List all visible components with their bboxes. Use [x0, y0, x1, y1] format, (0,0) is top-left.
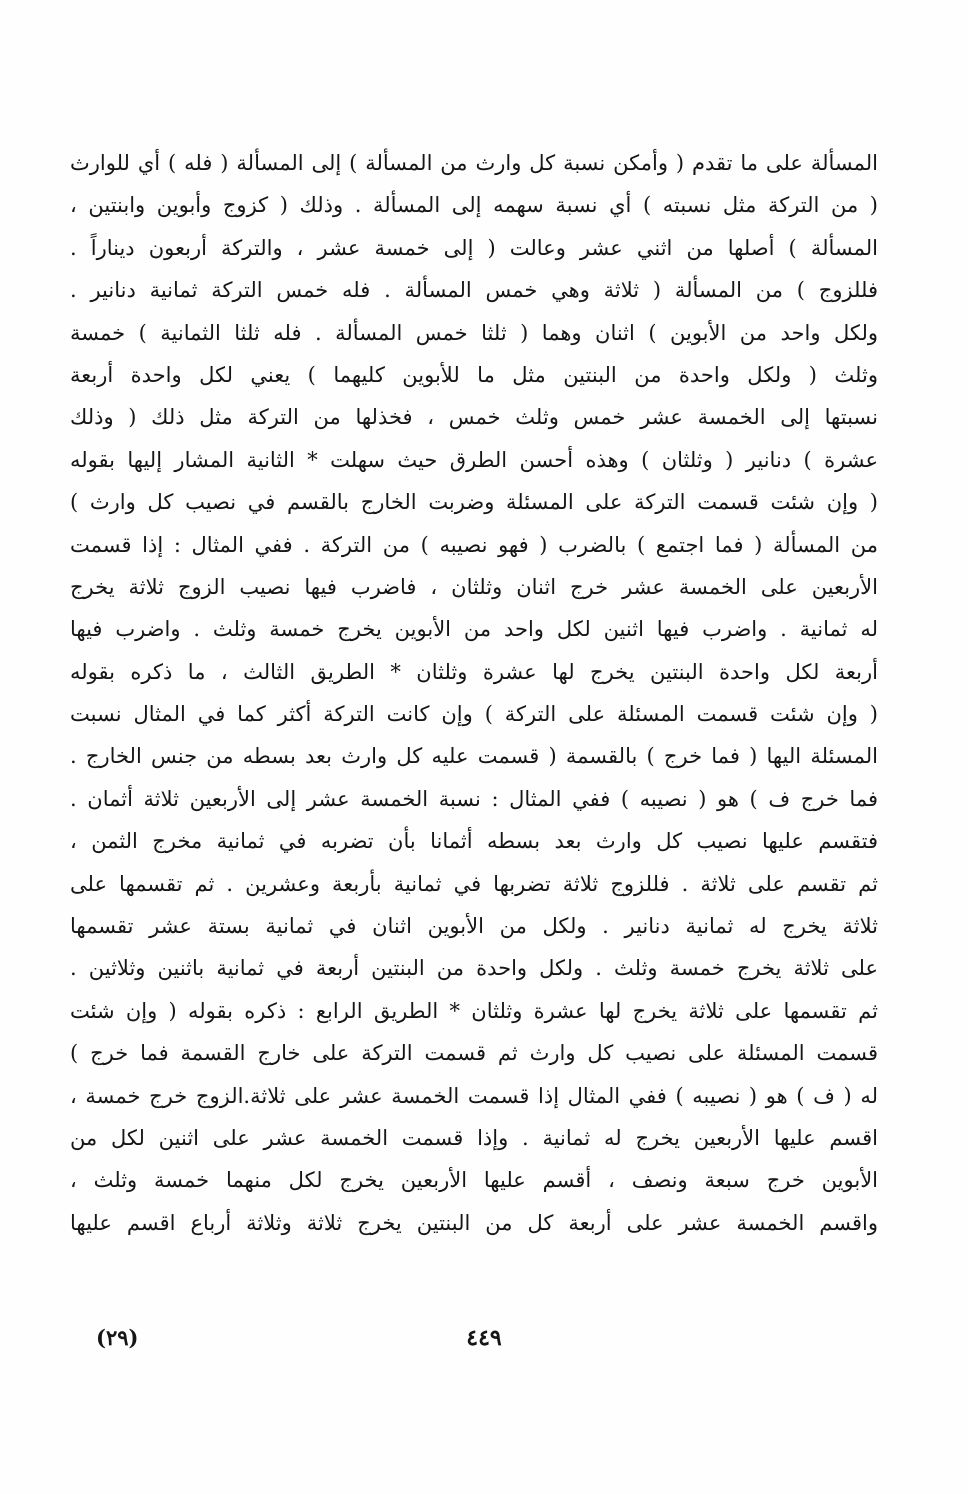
text-line: المسألة على ما تقدم ( وأمكن نسبة كل وارث من المسألة ) إلى المسألة ( فله ) أي للوارث — [70, 151, 878, 175]
text-line: ( وإن شئت قسمت التركة على المسئلة وضربت الخارج بالقسم في نصيب كل وارث ) — [70, 490, 878, 515]
text-line: وثلث ( ولكل واحدة من البنتين مثل ما للأبوين كليهما ) يعني لكل واحدة أربعة — [70, 362, 878, 387]
text-line: المسألة ) أصلها من اثني عشر وعالت ( إلى خمسة عشر ، والتركة أربعون ديناراً . — [70, 235, 878, 260]
text-line: الأربعين على الخمسة عشر خرج اثنان وثلثان ، فاضرب فيها نصيب الزوج ثلاثة يخرج — [70, 574, 878, 599]
text-line: له ( ف ) هو ( نصيبه ) ففي المثال إذا قسمت الخمسة عشر على ثلاثة.الزوج خرج خمسة ، — [70, 1083, 878, 1108]
text-line: فتقسم عليها نصيب كل وارث بعد بسطه أثمانا بأن تضربه في ثمانية مخرج الثمن ، — [70, 829, 878, 854]
text-line: ولكل واحد من الأبوين ) اثنان وهما ( ثلثا خمس المسألة . فله ثلثا الثمانية ) خمسة — [70, 320, 878, 345]
part-number: (٢٩) — [96, 1325, 139, 1350]
body-text — [70, 142, 878, 1244]
text-line: من المسألة ( فما اجتمع ) بالضرب ( فهو نصيبه ) من التركة . ففي المثال : إذا قسمت — [70, 532, 878, 557]
text-line: عشرة ) دنانير ( وثلثان ) وهذه أحسن الطرق حيث سهلت * الثانية المشار إليها بقوله — [70, 447, 878, 472]
text-line: ( وإن شئت قسمت المسئلة على التركة ) وإن كانت التركة أكثر كما في المثال نسبت — [70, 702, 878, 727]
text-line: نسبتها إلى الخمسة عشر خمس وثلث خمس ، فخذلها من التركة مثل ذلك ( وذلك — [70, 405, 878, 430]
text-line: ثم تقسمها على ثلاثة يخرج لها عشرة وثلثان * الطريق الرابع : ذكره بقوله ( وإن شئت — [70, 998, 878, 1023]
page-footer — [0, 1325, 968, 1365]
page-number: ٤٤٩ — [466, 1325, 502, 1351]
text-line: اقسم عليها الأربعين يخرج له ثمانية . وإذا قسمت الخمسة عشر على اثنين لكل من — [70, 1125, 878, 1150]
text-line: المسئلة اليها ( فما خرج ) بالقسمة ( قسمت عليه كل وارث بعد بسطه من جنس الخارج . — [70, 744, 878, 769]
text-line: فللزوج ) من المسألة ( ثلاثة وهي خمس المسألة . فله خمس التركة ثمانية دنانير . — [70, 278, 878, 303]
text-line: ثلاثة يخرج له ثمانية دنانير . ولكل من الأبوين اثنان في ثمانية بستة عشر تقسمها — [70, 914, 878, 939]
text-line: الأبوين خرج سبعة ونصف ، أقسم عليها الأربعين يخرج لكل منهما خمسة وثلث ، — [70, 1168, 878, 1193]
text-line: أربعة لكل واحدة البنتين يخرج لها عشرة وثلثان * الطريق الثالث ، ما ذكره بقوله — [70, 659, 878, 684]
text-line: له ثمانية . واضرب فيها اثنين لكل واحد من الأبوين يخرج خمسة وثلث . واضرب فيها — [70, 617, 878, 642]
text-line: ثم تقسم على ثلاثة . فللزوج ثلاثة تضربها في ثمانية بأربعة وعشرين . ثم تقسمها على — [70, 871, 878, 896]
text-line: ( من التركة مثل نسبته ) أي نسبة سهمه إلى المسألة . وذلك ( كزوج وأبوين وابنتين ، — [70, 193, 878, 218]
text-line: واقسم الخمسة عشر على أربعة كل من البنتين يخرج ثلاثة وثلاثة أرباع اقسم عليها — [70, 1210, 878, 1235]
text-line: على ثلاثة يخرج خمسة وثلث . ولكل واحدة من البنتين أربعة في ثمانية باثنين وثلاثين . — [70, 956, 878, 981]
text-line: قسمت المسئلة على نصيب كل وارث ثم قسمت التركة على خارج القسمة فما خرج ) — [70, 1041, 878, 1066]
text-line: فما خرج ف ) هو ( نصيبه ) ففي المثال : نسبة الخمسة عشر إلى الأربعين ثلاثة أثمان . — [70, 786, 878, 811]
